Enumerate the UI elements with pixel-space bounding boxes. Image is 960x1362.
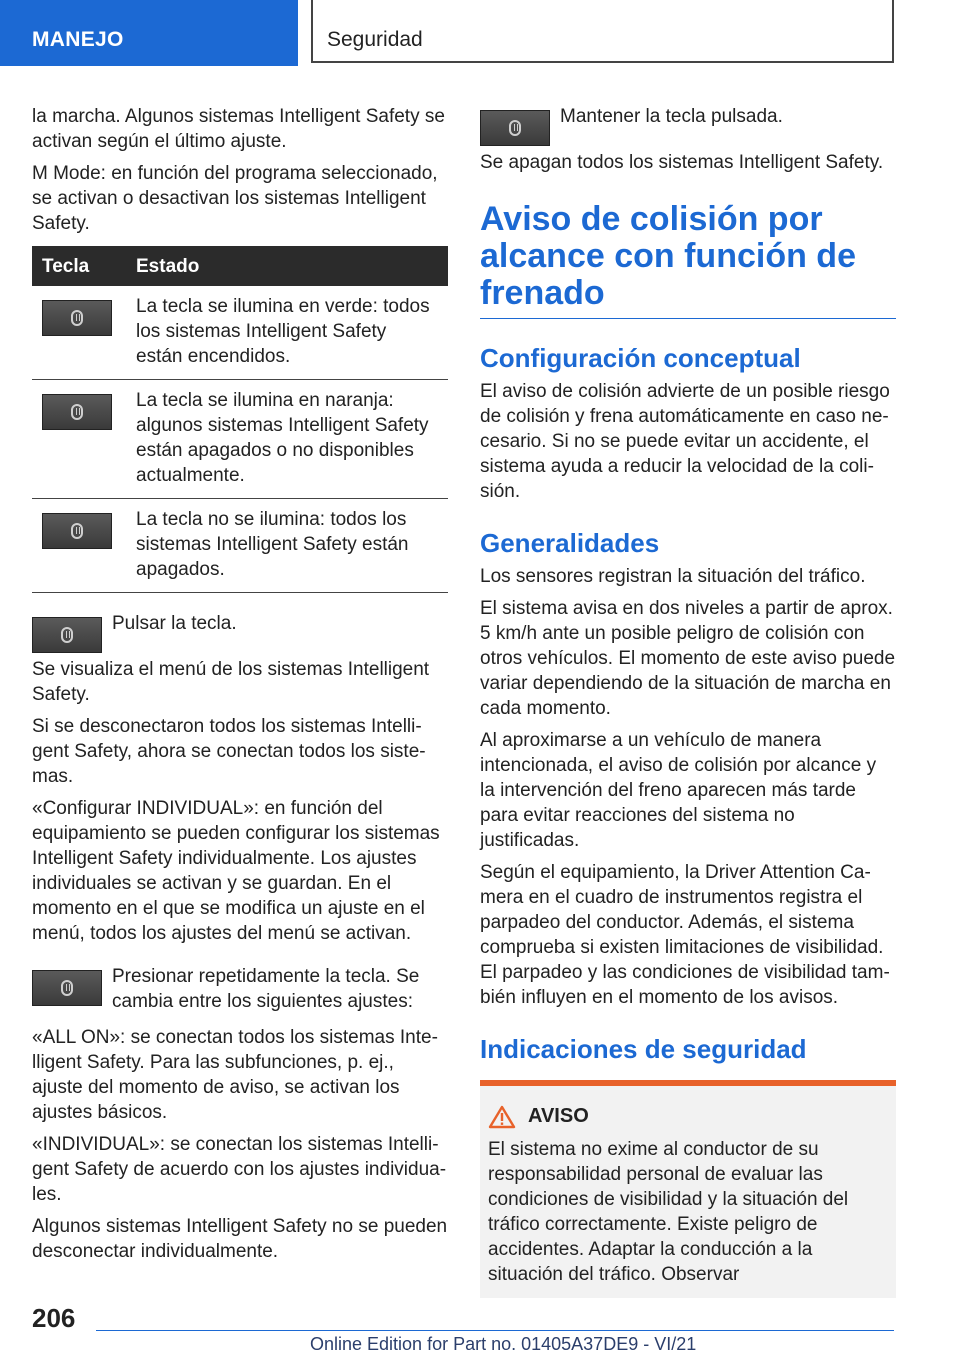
repeat-key-block [32,964,448,1021]
general-paragraph: Al aproximarse a un vehículo de manera intencionada, el aviso de colisión por alcance y la intervención del freno aparecen más tarde para evitar reacciones del sistema no justificadas. [480,730,877,851]
right-column [480,104,896,1298]
table-cell-state: La tecla se ilumina en naranja: algunos sistemas Intelligent Safety están apagados o no disponibles actualmente. [126,380,448,499]
general-paragraph: El sistema avisa en dos niveles a partir de aprox. 5 km/h ante un posible peligro de colisión con otros vehículos. El momento de este aviso puede variar dependiendo de la situación de marcha en cada momento. [480,598,896,719]
body-paragraph: Si se desconectaron todos los sistemas Intelligent Safety, ahora se conectan todos los sistemas. [32,716,426,787]
table-header-state: Estado [126,246,448,286]
table-row [32,499,448,593]
page-number: 206 [32,1303,76,1333]
body-paragraph: «Configurar INDIVIDUAL»: en función del equipamiento se pueden configurar los sistemas Intelligent Safety individualmente. Los ajustes individuales se activan y se guardan. En el momento en el que se modifica un ajuste en el menú, todos los ajustes del menú se activan. [32,798,440,944]
section-label: MANEJO [32,28,124,51]
subheading-safety: Indicaciones de seguridad [480,1034,807,1064]
table-header-key: Tecla [32,246,126,286]
general-paragraph: Según el equipamiento, la Driver Attention Camera en el cuadro de instrumentos registra el parpadeo del conductor. Además, el sistema comprueba si existen limitaciones de visibilidad. El parpadeo y las condiciones de visibilidad también influyen en el momento de los avisos. [480,862,890,1008]
section-heading: Aviso de colisión por alcance con función de frenado [480,201,896,319]
concept-paragraph: El aviso de colisión advierte de un posible riesgo de colisión y frena automáticamente en caso necesario. Si no se puede evitar un accidente, el sistema ayuda a reducir la velocidad de la colisión. [480,381,890,502]
intelligent-safety-key-icon [42,300,112,336]
hold-result: Se apagan todos los sistemas Intelligent Safety. [480,152,884,173]
press-instruction: Pulsar la tecla. [112,613,237,634]
edition-footer: Online Edition for Part no. 01405A37DE9 - VI/21 [310,1334,697,1354]
warning-box [480,1080,896,1298]
body-paragraph: Algunos sistemas Intelligent Safety no se pueden desconectar individualmente. [32,1216,448,1262]
general-paragraph: Los sensores registran la situación del tráfico. [480,566,866,587]
section-tab [0,0,298,66]
intro-paragraph-2: M Mode: en función del programa seleccionado, se activan o desactivan los sistemas Intelligent Safety. [32,163,438,234]
table-row [32,286,448,380]
chapter-label: Seguridad [327,28,423,51]
intelligent-safety-key-icon [32,617,102,653]
intelligent-safety-key-icon [42,513,112,549]
hold-key-block [480,104,896,146]
subheading-general: Generalidades [480,528,660,558]
table-cell-state: La tecla se ilumina en verde: todos los sistemas Intelligent Safety están encendidos. [126,286,448,380]
key-state-table [32,246,448,593]
left-column [32,104,448,1271]
warning-text: El sistema no exime al conductor de su responsabilidad personal de evaluar las condiciones de visibilidad y la situación del tráfico correctamente. Existe peligro de accidentes. Adaptar la conducción a la situación del tráfico. Observar [488,1139,849,1285]
table-cell-state: La tecla no se ilumina: todos los sistemas Intelligent Safety están apagados. [126,499,448,593]
body-paragraph: «ALL ON»: se conectan todos los sistemas Intelligent Safety. Para las subfunciones, p. ej., ajuste del momento de aviso, se activan los ajustes básicos. [32,1027,438,1123]
intro-paragraph-1: la marcha. Algunos sistemas Intelligent Safety se activan según el último ajuste. [32,106,445,152]
chapter-tab [311,0,894,63]
footer-divider [96,1330,894,1331]
press-result: Se visualiza el menú de los sistemas Intelligent Safety. [32,659,430,705]
table-row [32,380,448,499]
intelligent-safety-key-icon [42,394,112,430]
press-key-block [32,611,448,653]
hold-instruction: Mantener la tecla pulsada. [560,106,783,127]
intelligent-safety-key-icon [480,110,550,146]
subheading-concept: Configuración conceptual [480,343,801,373]
body-paragraph: «INDIVIDUAL»: se conectan los sistemas Intelligent Safety de acuerdo con los ajustes individuales. [32,1134,447,1205]
warning-title: AVISO [528,1105,589,1127]
intelligent-safety-key-icon [32,970,102,1006]
repeat-instruction: Presionar repetidamente la tecla. Se cambia entre los siguientes ajustes: [112,966,420,1012]
warning-triangle-icon [488,1105,516,1129]
